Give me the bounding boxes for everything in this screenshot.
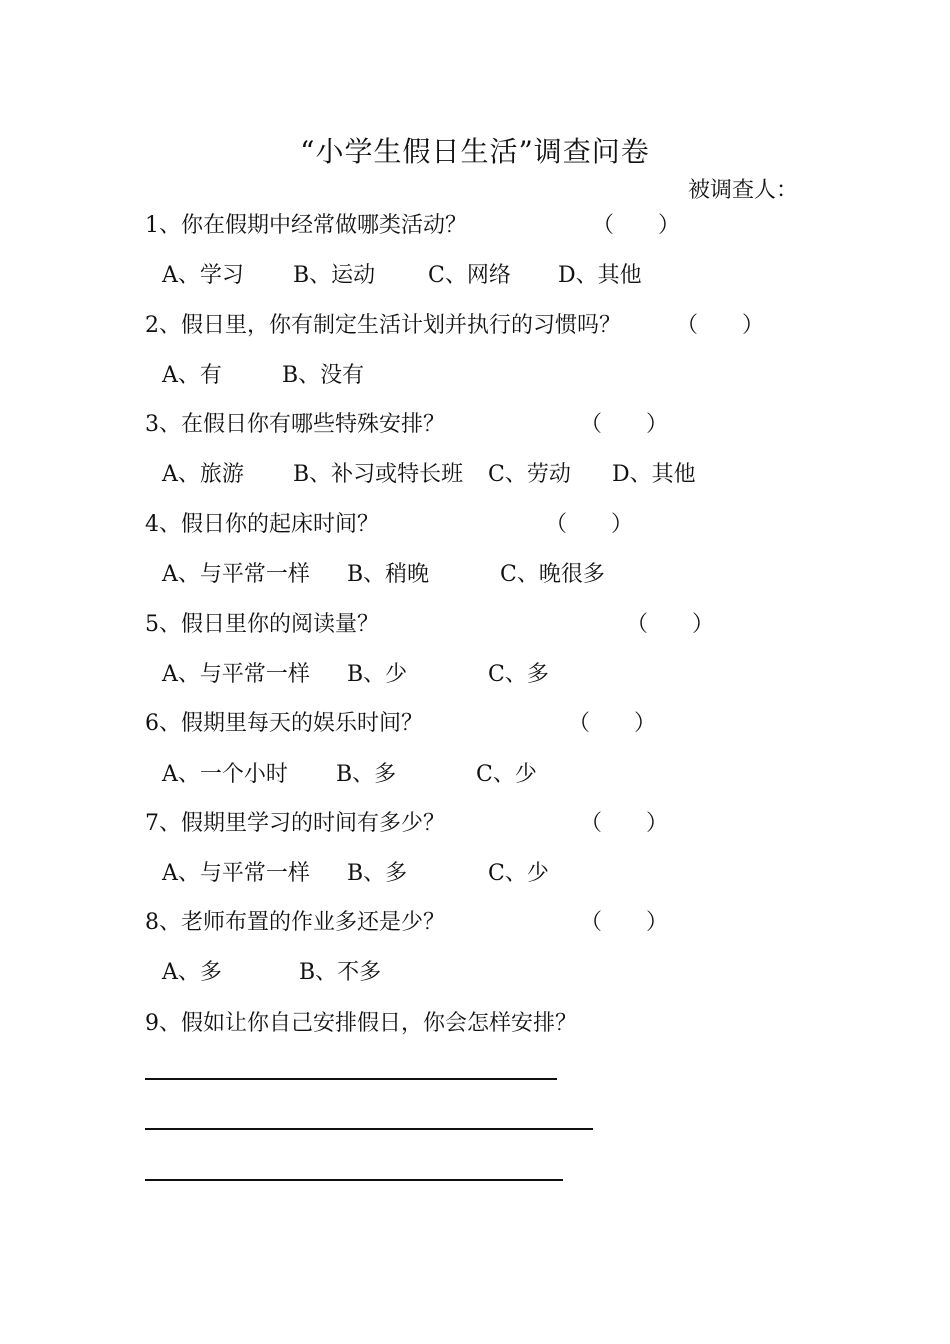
answer-blank-4[interactable]: （ ） [545,512,634,537]
option-5c: C、多 [488,662,549,687]
page-title: “小学生假日生活”调查问卷 [300,135,650,168]
option-6b: B、多 [336,762,397,787]
option-3a: A、旅游 [162,462,244,487]
option-2b: B、没有 [282,363,365,388]
option-1d: D、其他 [558,263,642,288]
question-4: 4、假日你的起床时间？ [145,512,379,537]
answer-line-3[interactable] [145,1179,563,1181]
answer-blank-6[interactable]: （ ） [568,711,657,736]
question-8: 8、老师布置的作业多还是少？ [145,910,445,935]
answer-blank-3[interactable]: （ ） [580,412,669,437]
option-5b: B、少 [347,662,408,687]
option-1b: B、运动 [293,263,376,288]
question-7: 7、假期里学习的时间有多少？ [145,811,445,836]
option-4a: A、与平常一样 [162,562,310,587]
question-1: 1、你在假期中经常做哪类活动？ [145,213,467,238]
option-3b: B、补习或特长班 [293,462,464,487]
option-1a: A、学习 [162,263,244,288]
question-5: 5、假日里你的阅读量？ [145,612,379,637]
answer-blank-7[interactable]: （ ） [580,811,669,836]
question-2: 2、假日里，你有制定生活计划并执行的习惯吗？ [145,313,621,338]
option-6a: A、一个小时 [162,762,288,787]
option-3c: C、劳动 [488,462,571,487]
option-5a: A、与平常一样 [162,662,310,687]
option-4c: C、晚很多 [500,562,605,587]
option-4b: B、稍晚 [347,562,430,587]
option-2a: A、有 [162,363,222,388]
question-9: 9、假如让你自己安排假日，你会怎样安排？ [145,1011,577,1036]
option-7b: B、多 [347,861,408,886]
option-6c: C、少 [476,762,537,787]
answer-blank-1[interactable]: （ ） [592,213,681,238]
question-3: 3、在假日你有哪些特殊安排？ [145,412,445,437]
answer-blank-2[interactable]: （ ） [676,313,765,338]
option-7a: A、与平常一样 [162,861,310,886]
option-3d: D、其他 [612,462,696,487]
option-1c: C、网络 [428,263,511,288]
option-7c: C、少 [488,861,549,886]
option-8a: A、多 [162,960,222,985]
question-6: 6、假期里每天的娱乐时间？ [145,711,423,736]
option-8b: B、不多 [299,960,382,985]
answer-blank-8[interactable]: （ ） [580,910,669,935]
answer-line-2[interactable] [145,1128,593,1130]
answer-blank-5[interactable]: （ ） [626,612,715,637]
answer-line-1[interactable] [145,1078,557,1080]
respondent-label: 被调查人： [688,178,799,203]
